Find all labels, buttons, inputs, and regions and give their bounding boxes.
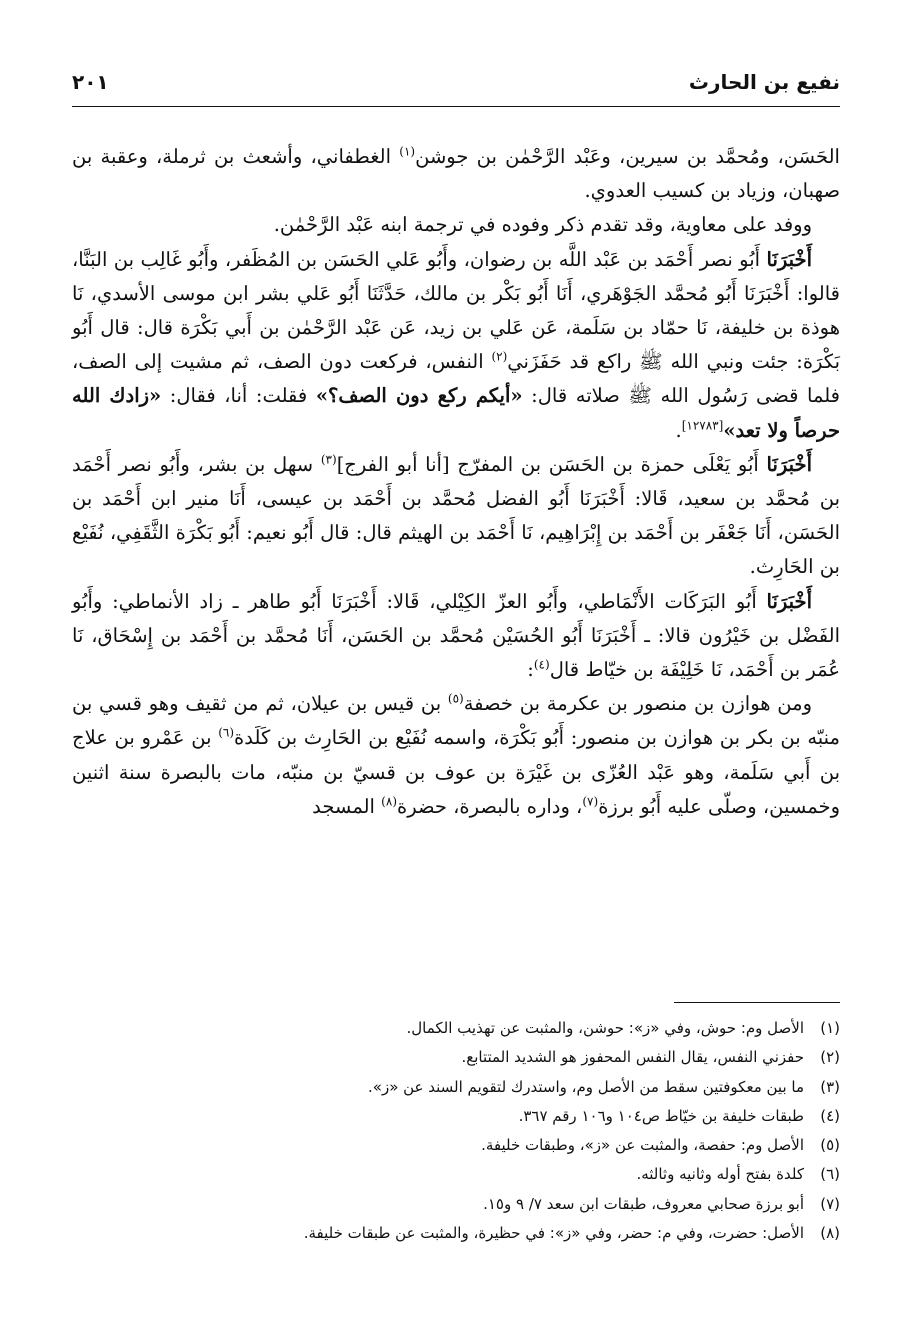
hadith-quote: «أيكم ركع دون الصف؟» — [315, 384, 523, 408]
footnote-ref: (٢) — [491, 349, 508, 364]
paragraph-text: بن قيس بن عيلان، ثم من ثقيف وهو قسي بن منبّه بن بكر بن هوازن بن منصور: أَبُو بَكْرَة، واسمه نُفَيْع بن الحَارِث بن كَلَدة — [72, 692, 841, 750]
footnote-text: أبو برزة صحابي معروف، طبقات ابن سعد ٧/ ٩ و١٥. — [483, 1194, 804, 1213]
paragraph-text: . — [675, 418, 682, 442]
footnote-number: (٨) — [820, 1224, 840, 1243]
paragraph-text: الغطفاني، وأشعث بن ثرملة، وعقبة بن صهبان، وزياد بن كسيب العدوي. — [72, 145, 840, 203]
footnote-number: (٤) — [820, 1106, 840, 1125]
footnote-text: طبقات خليفة بن خيّاط ص١٠٤ و١٠٦ رقم ٣٦٧. — [518, 1106, 804, 1125]
paragraph-text: : — [527, 658, 534, 682]
footnote-number: (٥) — [820, 1136, 840, 1155]
footnote-number: (٢) — [820, 1048, 840, 1067]
paragraph-text: أَبُو البَرَكَات الأَنْمَاطي، وأَبُو العزّ الكِيْلي، قَالا: أَخْبَرَنَا أَبُو طاهر ـ زاد الأنماطي: وأَبُو الفَضْل بن خَيْرُون قالا: ـ أَخْبَرَنَا أَبُو الحُسَيْن مُحمَّد بن الحَسَن، أَنَا مُحمَّد بن أَحْمَد بن إِسْحَاق، نَا عُمَر بن أَحْمَد، نَا خَلِيْفَة بن خيّاط قال — [72, 589, 840, 682]
footnote-ref: (٥) — [447, 691, 464, 706]
paragraph-text: أَبُو يَعْلَى حمزة بن الحَسَن بن المفرّج [أنا أبو الفرج] — [336, 452, 767, 476]
footnote-text: حفزني النفس، يقال النفس المحفوز هو الشديد المتتابع. — [461, 1048, 804, 1067]
paragraph-3 — [72, 243, 840, 448]
paragraph-5 — [72, 585, 840, 688]
hadith-quote: «زادك الله حرصاً ولا تعد» — [72, 384, 840, 442]
paragraph-text: ، وداره بالبصرة، حضرة — [397, 794, 583, 818]
footnote-ref: (٣) — [320, 452, 337, 467]
footnote-number: (٧) — [820, 1194, 840, 1213]
paragraph-text: ومن هوازن بن منصور بن عكرمة بن خصفة — [463, 692, 813, 716]
page-number: ٢٠١ — [72, 70, 109, 94]
footnote-text: ما بين معكوفتين سقط من الأصل وم، واستدرك لتقويم السند عن «ز». — [368, 1077, 804, 1096]
lead-word: أَخْبَرَنَا — [766, 247, 812, 271]
paragraph-2 — [72, 208, 840, 242]
footnote — [72, 1014, 840, 1043]
footnote-number: (٣) — [820, 1077, 840, 1096]
footnote — [72, 1160, 840, 1189]
footnote — [72, 1102, 840, 1131]
paragraph-text: فقلت: أنا، فقال: — [161, 384, 316, 408]
running-title: نفيع بن الحارث — [688, 70, 840, 94]
footnotes — [72, 1014, 840, 1248]
lead-word: أَخْبَرَنَا — [766, 452, 812, 476]
footnote-separator — [674, 1002, 840, 1003]
paragraph-text: سهل بن بشر، وأَبُو نصر أَحْمَد بن مُحمَّد بن سعيد، قَالا: أَخْبَرَنَا أَبُو الفضل مُحمَّد بن أَحْمَد بن عيسى، أَنَا منير ابن أَحْمَد بن الحَسَن، أَنَا جَعْفَر بن أَحْمَد بن إِبْرَاهِيم، نَا أَحْمَد بن الهيثم قال: قال أَبُو نعيم: أَبُو بَكْرَة الثَّقَفِي، نُفَيْع بن الحَارِث. — [72, 452, 840, 579]
footnote — [72, 1190, 840, 1219]
paragraph-text: أَبُو نصر أَحْمَد بن عَبْد اللَّه بن رضوان، وأَبُو عَلي الحَسَن بن المُظَفر، وأَبُو غَالِب بن البَنَّا، قالوا: أَخْبَرَنَا أَبُو مُحمَّد الجَوْهَري، أَنَا أَبُو بَكْر بن مالك، حَدَّثَنَا أَبُو عَلي بشر ابن موسى الأسدي، نَا هوذة بن خليفة، نَا حمّاد بن سَلَمة، عَن عَلي بن زيد، عَن عَبْد الرَّحْمٰن بن أَبي بَكْرَة قال: قال أَبُو بَكْرَة: جئت ونبي الله ﷺ راكع قد حَفَزَني — [72, 247, 841, 374]
footnote-ref: (٤) — [533, 657, 550, 672]
footnote-text: الأصل وم: حوش، وفي «ز»: حوشن، والمثبت عن تهذيب الكمال. — [406, 1019, 804, 1037]
footnote-text: كلدة بفتح أوله وثانيه وثالثه. — [636, 1165, 804, 1184]
footnote-ref: (٨) — [381, 794, 397, 809]
lead-word: أَخْبَرَنَا — [766, 589, 812, 613]
paragraph-1 — [72, 140, 840, 208]
paragraph-text: الحَسَن، ومُحمَّد بن سيرين، وعَبْد الرَّحْمٰن بن جوشن — [415, 145, 840, 168]
page-header — [72, 66, 840, 107]
paragraph-6 — [72, 687, 840, 824]
footnote — [72, 1131, 840, 1160]
paragraph-text: المسجد — [312, 794, 382, 818]
footnote-ref: (٧) — [582, 794, 599, 809]
footnote-text: الأصل: حضرت، وفي م: حضر، وفي «ز»: في حظيرة، والمثبت عن طبقات خليفة. — [303, 1224, 804, 1243]
footnote-number: (١) — [820, 1019, 840, 1037]
hadith-number: [١٢٧٨٣] — [681, 418, 724, 433]
footnote-ref: (١) — [399, 144, 416, 159]
footnote-text: الأصل وم: حفصة، والمثبت عن «ز»، وطبقات خليفة. — [481, 1136, 804, 1155]
footnote — [72, 1043, 840, 1072]
paragraph-text: بن عَمْرو بن علاج بن أَبي سَلَمة، وهو عَبْد العُزّى بن غَيْرَة بن عوف بن قسيّ بن منبّه، مات بالبصرة سنة اثنين وخمسين، وصلّى عليه أَبُو برزة — [72, 726, 840, 818]
paragraph-text: ووفد على معاوية، وقد تقدم ذكر وفوده في ترجمة ابنه عَبْد الرَّحْمٰن. — [273, 213, 812, 237]
paragraph-text: النفس، فركعت دون الصف، ثم مشيت إلى الصف، فلما قضى رَسُول الله ﷺ صلاته قال: — [72, 350, 840, 408]
footnote-ref: (٦) — [218, 725, 235, 740]
paragraph-4 — [72, 448, 840, 585]
footnote — [72, 1073, 840, 1102]
footnote — [72, 1219, 840, 1248]
main-text — [72, 140, 840, 824]
footnote-number: (٦) — [820, 1165, 840, 1184]
